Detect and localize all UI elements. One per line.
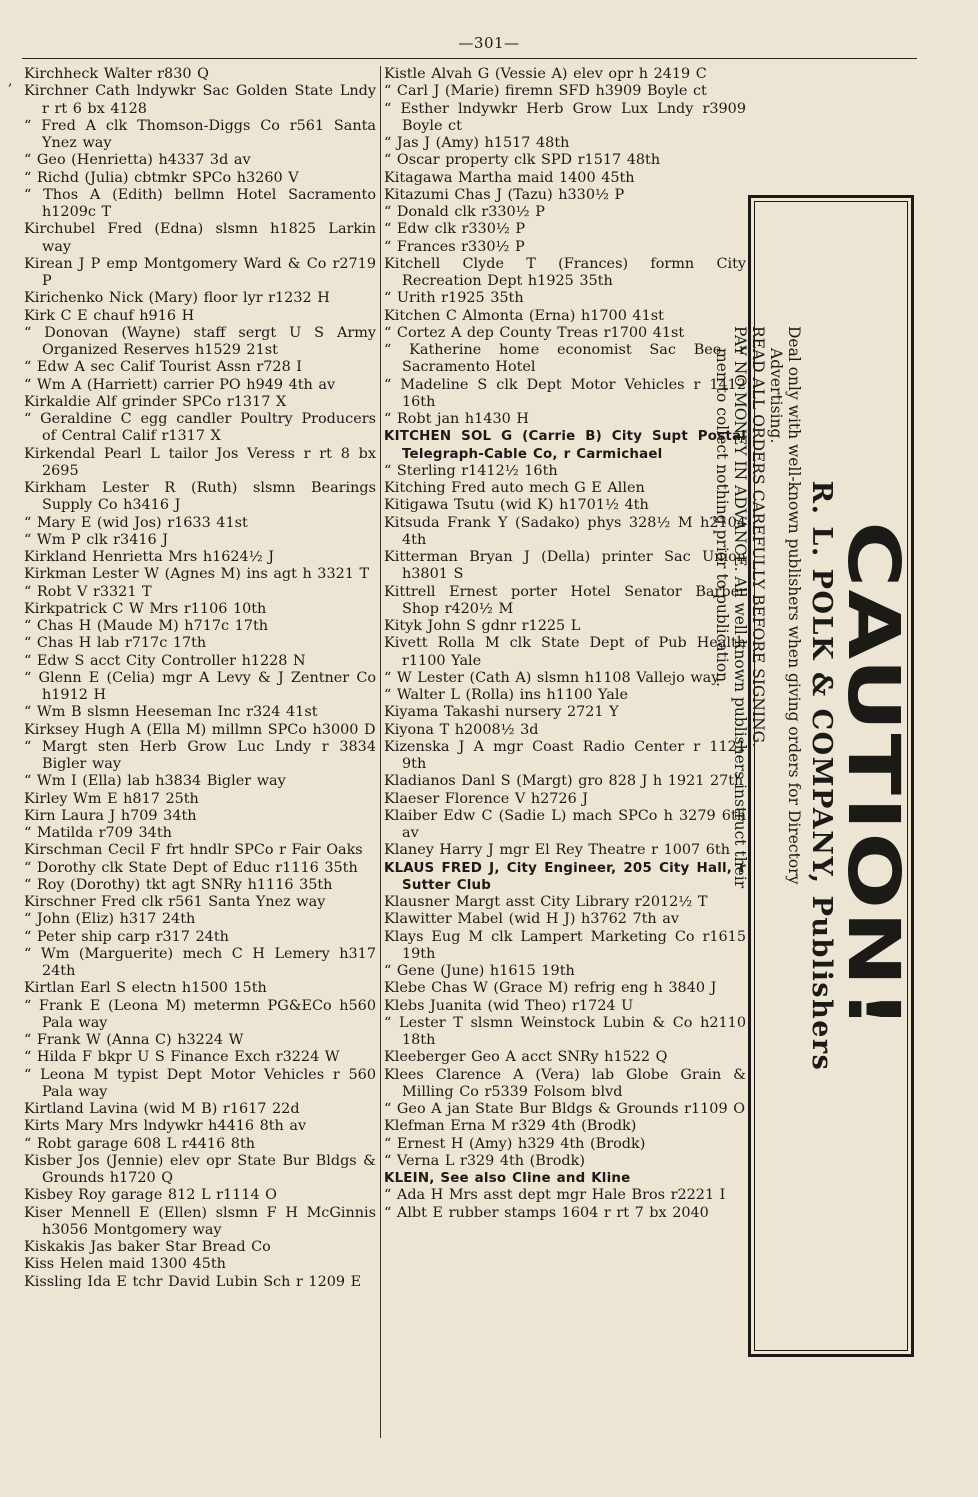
directory-entry: Kityk John S gdnr r1225 L [384, 618, 581, 634]
directory-entry: “ Richd (Julia) cbtmkr SPCo h3260 V [24, 169, 299, 186]
directory-entry: “ Wm (Marguerite) mech C H Lemery h317 24th [24, 945, 376, 979]
directory-entry: Klaiber Edw C (Sadie L) mach SPCo h 3279 6th av [384, 807, 746, 841]
directory-entry: “ Cortez A dep County Treas r1700 41st [384, 324, 685, 341]
directory-entry: Kleeberger Geo A acct SNRy h1522 Q [384, 1049, 668, 1066]
directory-entry: Kirkman Lester W (Agnes M) ins agt h 3321 T [24, 566, 370, 583]
right-column [384, 66, 746, 1222]
directory-entry: “ Verna L r329 4th (Brodk) [384, 1152, 585, 1169]
directory-entry: “ Jas J (Amy) h1517 48th [384, 135, 570, 151]
directory-entry: Kiyama Takashi nursery 2721 Y [384, 704, 619, 721]
directory-entry: Kladianos Danl S (Margt) gro 828 J h 1921 27th [384, 773, 744, 790]
directory-entry: “ Robt jan h1430 H [384, 411, 529, 427]
directory-entry: “ Esther lndywkr Herb Grow Lux Lndy r3909 Boyle ct [384, 100, 746, 134]
directory-entry: Kirschner Fred clk r561 Santa Ynez way [24, 894, 326, 910]
directory-entry: “ Edw A sec Calif Tourist Assn r728 I [24, 359, 302, 376]
directory-entry: “ Edw S acct City Controller h1228 N [24, 652, 306, 669]
left-column [24, 66, 376, 1291]
directory-entry: “ Wm P clk r3416 J [24, 531, 169, 548]
ad-headline: CAUTION! [831, 520, 916, 1032]
directory-entry: Kirn Laura J h709 34th [24, 807, 197, 824]
directory-entry: “ Wm I (Ella) lab h3834 Bigler way [24, 773, 286, 790]
directory-entry: “ Albt E rubber stamps 1604 r rt 7 bx 2040 [384, 1204, 709, 1221]
directory-entry: “ Robt V r3321 T [24, 583, 152, 600]
directory-entry: “ W Lester (Cath A) slsmn h1108 Vallejo way [384, 669, 720, 686]
directory-entry: KITCHEN SOL G (Carrie B) City Supt Postal Telegraph-Cable Co, r Carmichael [384, 429, 746, 462]
directory-entry: Kirksey Hugh A (Ella M) millmn SPCo h3000 D [24, 721, 376, 738]
directory-entry: “ Ada H Mrs asst dept mgr Hale Bros r2221 I [384, 1187, 726, 1204]
directory-entry: “ Robt garage 608 L r4416 8th [24, 1135, 256, 1152]
ad-line: READ ALL ORDERS CAREFULLY BEFORE SIGNING. [749, 326, 767, 748]
directory-entry: “ Geo (Henrietta) h4337 3d av [24, 152, 251, 169]
directory-entry: Kirkland Henrietta Mrs h1624½ J [24, 549, 274, 565]
directory-entry: “ John (Eliz) h317 24th [24, 911, 196, 928]
directory-entry: Kiyona T h2008½ 3d [384, 721, 539, 738]
directory-entry: Kirkham Lester R (Ruth) slsmn Bearings Supply Co h3416 J [24, 480, 376, 514]
directory-entry: Kirts Mary Mrs lndywkr h4416 8th av [24, 1118, 307, 1135]
directory-entry: Klees Clarence A (Vera) lab Globe Grain & Milling Co r5339 Folsom blvd [384, 1066, 746, 1100]
directory-entry: Kirkpatrick C W Mrs r1106 10th [24, 600, 267, 617]
directory-entry: “ Sterling r1412½ 16th [384, 462, 558, 479]
directory-entry: Kissling Ida E tchr David Lubin Sch r 1209 E [24, 1273, 362, 1290]
directory-entry: Kirtland Lavina (wid M B) r1617 22d [24, 1101, 300, 1117]
directory-entry: Kisbey Roy garage 812 L r1114 O [24, 1187, 277, 1204]
directory-entry: Kisber Jos (Jennie) elev opr State Bur Bldgs & Grounds h1720 Q [24, 1152, 376, 1186]
ad-rotated-content [713, 201, 916, 1351]
directory-entry: Kitchell Clyde T (Frances) formn City Recreation Dept h1925 35th [384, 255, 746, 289]
directory-entry: Kirk C E chauf h916 H [24, 307, 195, 324]
directory-entry: “ Carl J (Marie) firemn SFD h3909 Boyle ct [384, 83, 707, 100]
directory-entry: “ Wm A (Harriett) carrier PO h949 4th av [24, 376, 336, 393]
directory-entry: “ Katherine home economist Sac Bee r Sacramento Hotel [384, 342, 746, 376]
directory-entry: “ Urith r1925 35th [384, 290, 524, 307]
directory-entry: Kitigawa Tsutu (wid K) h1701½ 4th [384, 497, 649, 514]
directory-entry: “ Wm B slsmn Heeseman Inc r324 41st [24, 704, 318, 721]
directory-entry: “ Leona M typist Dept Motor Vehicles r 560 Pala way [24, 1066, 376, 1100]
directory-entry: Klebs Juanita (wid Theo) r1724 U [384, 997, 634, 1014]
directory-entry: “ Frank E (Leona M) metermn PG&ECo h560 Pala way [24, 997, 376, 1031]
directory-entry: “ Oscar property clk SPD r1517 48th [384, 152, 661, 169]
ad-line: Advertising. [767, 348, 785, 444]
directory-entry: “ Mary E (wid Jos) r1633 41st [24, 514, 248, 531]
directory-entry: Klausner Margt asst City Library r2012½ T [384, 894, 708, 910]
directory-entry: Klays Eug M clk Lampert Marketing Co r1615 19th [384, 928, 746, 962]
ad-line: Deal only with well-known publishers when giving orders for Directory [785, 326, 803, 885]
directory-entry: “ Frances r330½ P [384, 238, 525, 255]
directory-entry: “ Peter ship carp r317 24th [24, 928, 229, 945]
ad-line: men to collect nothing prior to publication. [713, 348, 731, 688]
directory-entry: “ Fred A clk Thomson-Diggs Co r561 Santa Ynez way [24, 117, 376, 151]
directory-entry: “ Hilda F bkpr U S Finance Exch r3224 W [24, 1049, 340, 1066]
directory-entry: Kirchheck Walter r830 Q [24, 66, 209, 82]
directory-entry: “ Madeline S clk Dept Motor Vehicles r 1412 16th [384, 376, 746, 410]
directory-entry: “ Donald clk r330½ P [384, 204, 545, 220]
directory-entry: Kittrell Ernest porter Hotel Senator Barber Shop r420½ M [384, 583, 746, 617]
directory-entry: “ Edw clk r330½ P [384, 221, 526, 238]
directory-entry: Kitchen C Almonta (Erna) h1700 41st [384, 307, 664, 324]
directory-entry: Kiser Mennell E (Ellen) slsmn F H McGinnis h3056 Montgomery way [24, 1204, 376, 1238]
header-rule [22, 58, 917, 59]
directory-entry: Kirley Wm E h817 25th [24, 790, 199, 807]
caution-advertisement [713, 195, 916, 1357]
directory-entry: Kiskakis Jas baker Star Bread Co [24, 1239, 271, 1255]
directory-entry: KLAUS FRED J, City Engineer, 205 City Hall, r Sutter Club [384, 860, 746, 893]
directory-entry: “ Ernest H (Amy) h329 4th (Brodk) [384, 1135, 646, 1152]
ad-publisher: R. L. POLK & COMPANY, Publishers [806, 480, 837, 1072]
directory-entry: Kitterman Bryan J (Della) printer Sac Union h3801 S [384, 549, 746, 583]
directory-entry: “ Lester T slsmn Weinstock Lubin & Co h2110 18th [384, 1014, 746, 1048]
directory-entry: Klefman Erna M r329 4th (Brodk) [384, 1118, 637, 1135]
page-number: —301— [458, 34, 520, 52]
column-divider [380, 66, 381, 1438]
ad-line: PAY NO MONEY IN ADVANCE. All well-known publishers instruct their [731, 326, 749, 889]
directory-entry: “ Walter L (Rolla) ins h1100 Yale [384, 687, 628, 703]
directory-entry: Kirkaldie Alf grinder SPCo r1317 X [24, 393, 287, 410]
directory-entry: Kitagawa Martha maid 1400 45th [384, 169, 635, 186]
directory-entry: Kirchner Cath lndywkr Sac Golden State Lndy r rt 6 bx 4128 [24, 83, 376, 117]
directory-entry: “ Gene (June) h1615 19th [384, 963, 575, 979]
directory-entry: Klaney Harry J mgr El Rey Theatre r 1007 6th [384, 842, 730, 859]
directory-entry: “ Roy (Dorothy) tkt agt SNRy h1116 35th [24, 876, 333, 893]
directory-entry: Kirschman Cecil F frt hndlr SPCo r Fair Oaks [24, 842, 363, 859]
directory-entry: Kistle Alvah G (Vessie A) elev opr h 2419 C [384, 66, 707, 82]
directory-entry: “ Margt sten Herb Grow Luc Lndy r 3834 Bigler way [24, 738, 376, 772]
directory-entry: KLEIN, See also Cline and Kline [384, 1171, 631, 1186]
directory-entry: “ Glenn E (Celia) mgr A Levy & J Zentner Co h1912 H [24, 669, 376, 703]
directory-entry: Kiss Helen maid 1300 45th [24, 1256, 226, 1273]
directory-entry: Kirtlan Earl S electn h1500 15th [24, 980, 267, 997]
directory-entry: “ Chas H lab r717c 17th [24, 635, 207, 652]
directory-entry: Kitsuda Frank Y (Sadako) phys 328½ M h2104 4th [384, 514, 746, 548]
directory-entry: “ Geraldine C egg candler Poultry Producers of Central Calif r1317 X [24, 411, 376, 445]
directory-entry: “ Thos A (Edith) bellmn Hotel Sacramento h1209c T [24, 186, 376, 220]
ad-body [713, 326, 803, 1226]
directory-entry: “ Geo A jan State Bur Bldgs & Grounds r1109 O [384, 1101, 745, 1117]
directory-entry: “ Frank W (Anna C) h3224 W [24, 1032, 244, 1048]
directory-entry: Klaeser Florence V h2726 J [384, 790, 589, 807]
directory-entry: Kivett Rolla M clk State Dept of Pub Health r1100 Yale [384, 635, 746, 669]
directory-entry: Kitazumi Chas J (Tazu) h330½ P [384, 186, 625, 203]
directory-entry: Kirchubel Fred (Edna) slsmn h1825 Larkin way [24, 221, 376, 255]
directory-entry: Klawitter Mabel (wid H J) h3762 7th av [384, 911, 679, 928]
directory-entry: Kirean J P emp Montgomery Ward & Co r2719 P [24, 255, 376, 289]
margin-mark: , [8, 73, 13, 89]
directory-entry: Kitching Fred auto mech G E Allen [384, 480, 645, 496]
directory-entry: “ Dorothy clk State Dept of Educ r1116 35th [24, 859, 358, 876]
directory-entry: Kizenska J A mgr Coast Radio Center r 1121 9th [384, 738, 746, 772]
directory-entry: Klebe Chas W (Grace M) refrig eng h 3840 J [384, 980, 717, 997]
directory-entry: “ Donovan (Wayne) staff sergt U S Army Organized Reserves h1529 21st [24, 324, 376, 358]
directory-entry: “ Chas H (Maude M) h717c 17th [24, 618, 269, 634]
directory-entry: “ Matilda r709 34th [24, 825, 172, 841]
directory-entry: Kirichenko Nick (Mary) floor lyr r1232 H [24, 290, 330, 307]
directory-entry: Kirkendal Pearl L tailor Jos Veress r rt 8 bx 2695 [24, 445, 376, 479]
